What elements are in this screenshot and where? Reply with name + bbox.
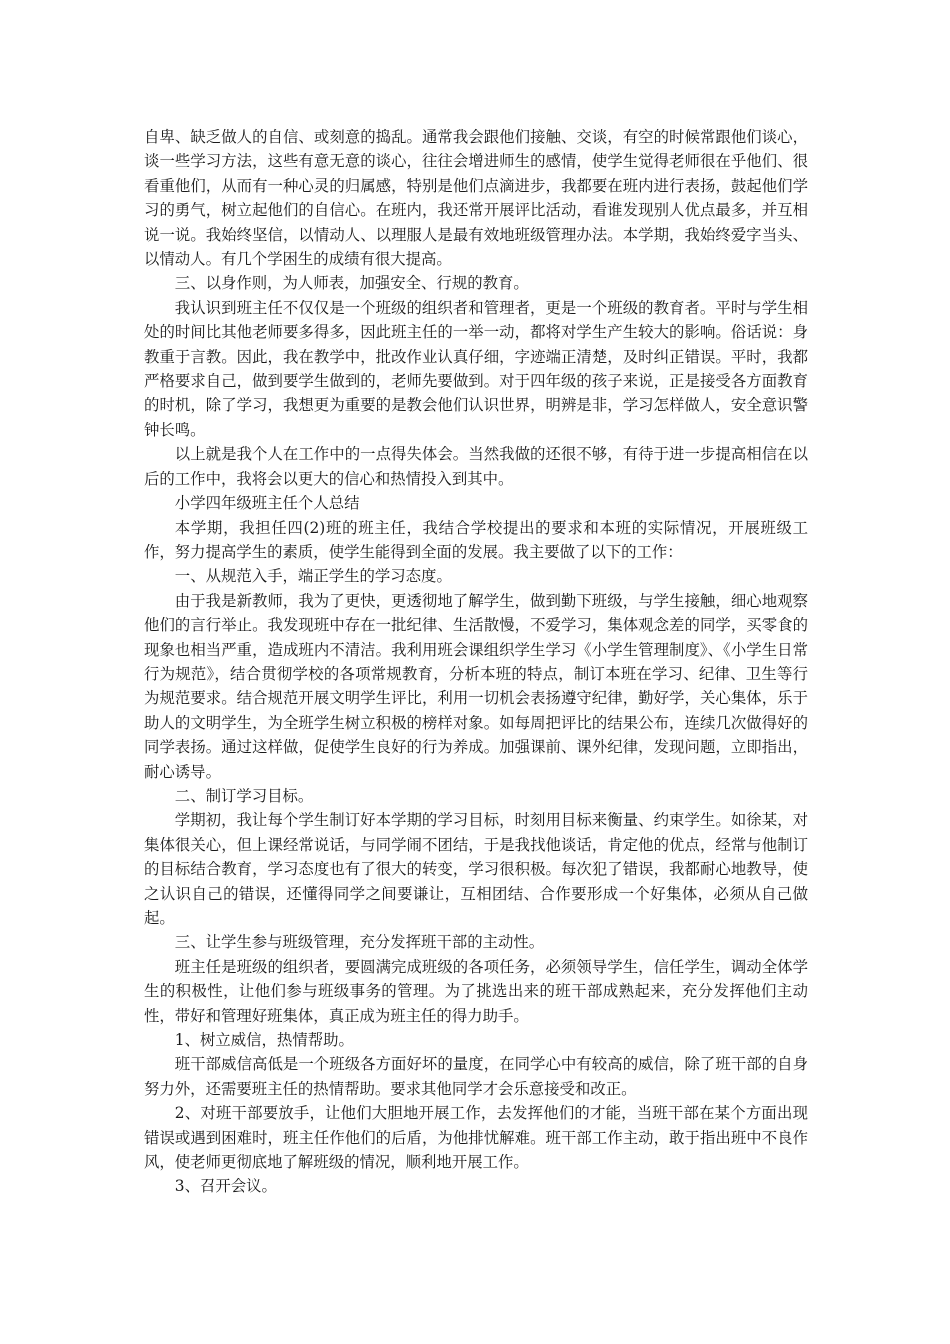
heading-section-2: 二、制订学习目标。	[174, 786, 314, 805]
paragraph-15: 2、对班干部要放手，让他们大胆地开展工作，去发挥他们的才能，当班干部在某个方面出现错误或遇到困难时，班主任作他们的后盾，为他排忧解难。班干部工作主动，敢于指出班中不良作风，使老师更彻底地了解班级的情况，顺利地开展工作。	[144, 1104, 808, 1172]
heading-section-1: 一、从规范入手，端正学生的学习态度。	[174, 567, 452, 586]
heading-section-3b: 三、让学生参与班级管理，充分发挥班干部的主动性。	[174, 933, 545, 952]
paragraph-14: 班干部威信高低是一个班级各方面好坏的量度，在同学心中有较高的威信，除了班干部的自身努力外，还需要班主任的热情帮助。要求其他同学才会乐意接受和改正。	[144, 1055, 808, 1098]
subheading-1: 1、树立威信，热情帮助。	[174, 1031, 354, 1050]
paragraph-3: 我认识到班主任不仅仅是一个班级的组织者和管理者，更是一个班级的教育者。平时与学生相处的时间比其他老师要多得多，因此班主任的一举一动，都将对学生产生较大的影响。俗话说：身教重于言教。因此，我在教学中，批改作业认真仔细，字迹端正清楚，及时纠正错误。平时，我都严格要求自己，做到要学生做到的，老师先要做到。对于四年级的孩子来说，正是接受各方面教育的时机，除了学习，我想更为重要的是教会他们认识世界，明辨是非，学习怎样做人，安全意识警钟长鸣。	[144, 298, 808, 439]
paragraph-10: 学期初，我让每个学生制订好本学期的学习目标，时刻用目标来衡量、约束学生。如徐某，对集体很关心，但上课经常说话，与同学闹不团结，于是我找他谈话，肯定他的优点，经常与他制订的目标结合教育，学习态度也有了很大的转变，学习很积极。每次犯了错误，我都耐心地教导，使之认识自己的错误，还懂得同学之间要谦让，互相团结、合作要形成一个好集体，必须从自己做起。	[144, 811, 808, 927]
document-body	[144, 125, 808, 1199]
paragraph-4: 以上就是我个人在工作中的一点得失体会。当然我做的还很不够，有待于进一步提高相信在以后的工作中，我将会以更大的信心和热情投入到其中。	[144, 445, 808, 488]
paragraph-8: 由于我是新教师，我为了更快，更透彻地了解学生，做到勤下班级，与学生接触，细心地观察他们的言行举止。我发现班中存在一批纪律、生活散慢，不爱学习，集体观念差的同学，买零食的现象也相当严重，造成班内不清洁。我利用班会课组织学生学习《小学生管理制度》、《小学生日常行为规范》，结合贯彻学校的各项常规教育，分析本班的特点，制订本班在学习、纪律、卫生等行为规范要求。结合规范开展文明学生评比，利用一切机会表扬遵守纪律，勤好学，关心集体，乐于助人的文明学生，为全班学生树立积极的榜样对象。如每周把评比的结果公布，连续几次做得好的同学表扬。通过这样做，促使学生良好的行为养成。加强课前、课外纪律，发现问题，立即指出，耐心诱导。	[144, 591, 808, 781]
document-title: 小学四年级班主任个人总结	[174, 494, 360, 513]
subheading-3: 3、召开会议。	[174, 1177, 277, 1196]
paragraph-12: 班主任是班级的组织者，要圆满完成班级的各项任务，必须领导学生，信任学生，调动全体学生的积极性，让他们参与班级事务的管理。为了挑选出来的班干部成熟起来，充分发挥他们主动性，带好和管理好班集体，真正成为班主任的得力助手。	[144, 957, 808, 1025]
paragraph-1: 自卑、缺乏做人的自信、或刻意的捣乱。通常我会跟他们接触、交谈，有空的时候常跟他们谈心，谈一些学习方法，这些有意无意的谈心，往往会增进师生的感情，使学生觉得老师很在乎他们、很看重他们，从而有一种心灵的归属感，特别是他们点滴进步，我都要在班内进行表扬，鼓起他们学习的勇气，树立起他们的自信心。在班内，我还常开展评比活动，看谁发现别人优点最多，并互相说一说。我始终坚信，以情动人、以理服人是最有效地班级管理办法。本学期，我始终爱字当头、以情动人。有几个学困生的成绩有很大提高。	[144, 128, 808, 269]
heading-section-3: 三、以身作则，为人师表，加强安全、行规的教育。	[174, 274, 529, 293]
paragraph-6: 本学期，我担任四(2)班的班主任，我结合学校提出的要求和本班的实际情况，开展班级工作，努力提高学生的素质，使学生能得到全面的发展。我主要做了以下的工作：	[144, 518, 808, 561]
